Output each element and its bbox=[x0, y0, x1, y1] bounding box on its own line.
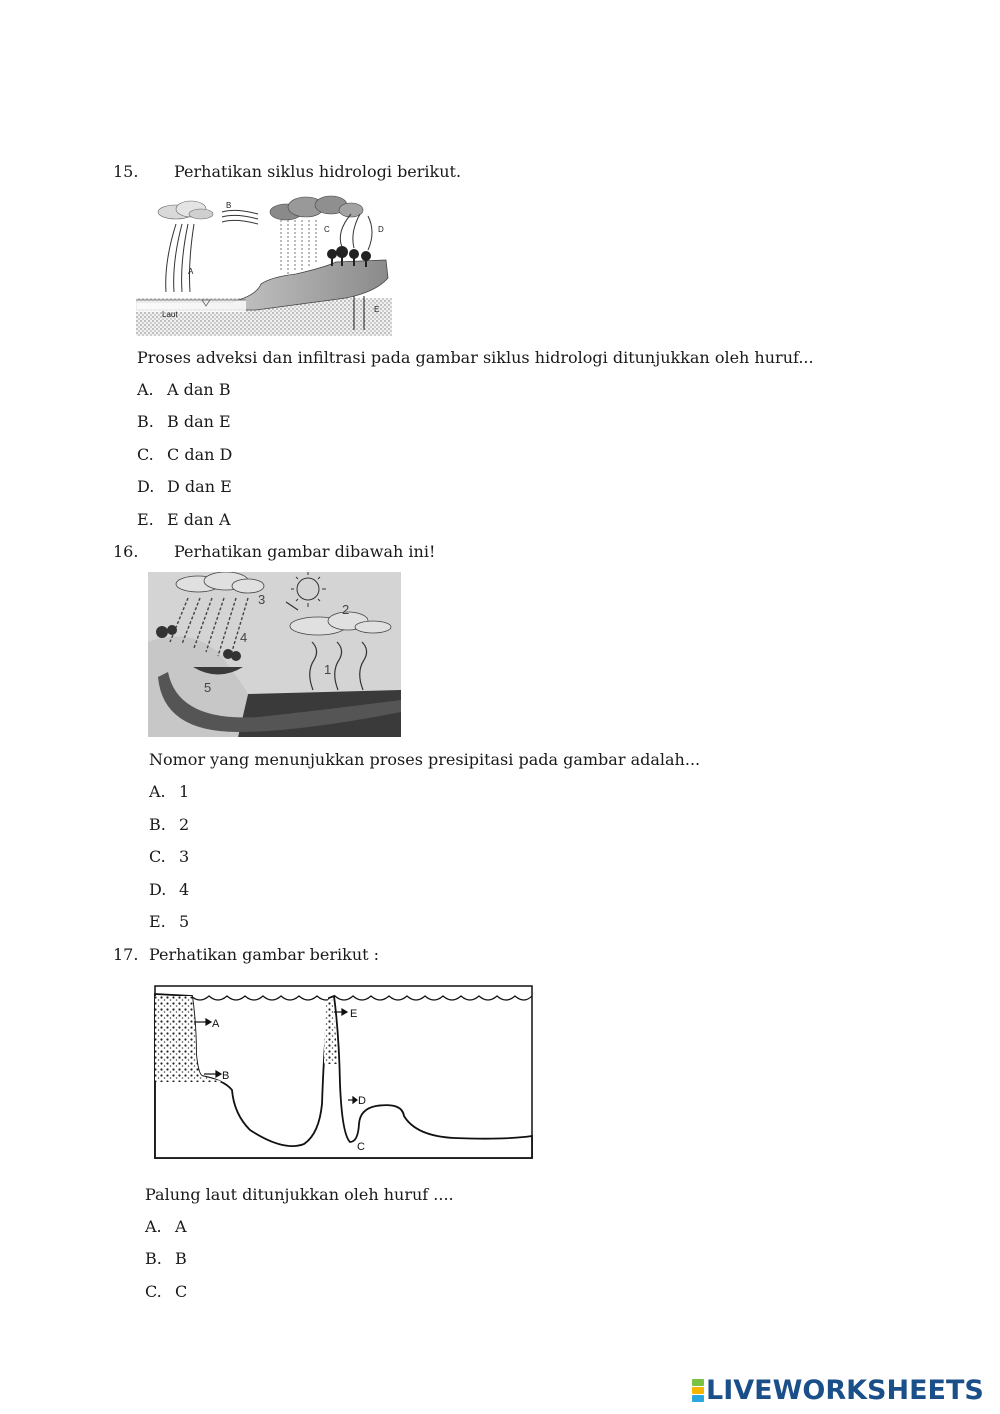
q15-label-e: E bbox=[374, 305, 380, 314]
logo-mark-icon bbox=[692, 1379, 704, 1402]
q17-label-e: E bbox=[350, 1008, 358, 1020]
q15-option-d[interactable]: D. D dan E bbox=[137, 477, 232, 496]
q16-label-1: 1 bbox=[324, 662, 332, 677]
q16-label-5: 5 bbox=[204, 680, 212, 695]
q17-option-c[interactable]: C. C bbox=[145, 1282, 188, 1301]
sea-surface bbox=[136, 300, 246, 312]
q17-number: 17. bbox=[113, 945, 139, 964]
evaporation-arrows bbox=[166, 224, 194, 292]
q16-option-b[interactable]: B. 2 bbox=[149, 815, 190, 834]
q17-option-b[interactable]: B. B bbox=[145, 1249, 187, 1268]
q17-question: Palung laut ditunjukkan oleh huruf .... bbox=[145, 1185, 454, 1204]
q15-hydrology-figure bbox=[136, 192, 392, 336]
q16-option-a[interactable]: A. 1 bbox=[149, 782, 190, 801]
q15-label-c: C bbox=[324, 225, 330, 234]
rain-lines bbox=[281, 220, 316, 274]
q16-label-3: 3 bbox=[258, 592, 266, 607]
q15-prompt: Perhatikan siklus hidrologi berikut. bbox=[174, 162, 462, 181]
q17-label-d: D bbox=[358, 1095, 366, 1107]
q15-label-a: A bbox=[188, 267, 194, 276]
q16-label-4: 4 bbox=[240, 630, 248, 645]
q16-question: Nomor yang menunjukkan proses presipitasi pada gambar adalah... bbox=[149, 750, 701, 769]
q16-label-2: 2 bbox=[342, 602, 350, 617]
q15-option-a[interactable]: A. A dan B bbox=[137, 380, 231, 399]
q16-number: 16. bbox=[113, 542, 139, 561]
q15-number: 15. bbox=[113, 162, 139, 181]
logo-mark-yellow bbox=[692, 1387, 704, 1394]
logo-mark-green bbox=[692, 1379, 704, 1386]
q15-label-laut: Laut bbox=[162, 310, 178, 319]
q17-seafloor-figure bbox=[154, 984, 534, 1164]
q16-option-c[interactable]: C. 3 bbox=[149, 847, 190, 866]
q17-label-b: B bbox=[222, 1070, 230, 1082]
q17-label-a: A bbox=[212, 1018, 220, 1030]
cloud-left bbox=[158, 201, 213, 219]
q15-label-d: D bbox=[378, 225, 384, 234]
q17-option-a[interactable]: A. A bbox=[145, 1217, 187, 1236]
transpiration-arrows bbox=[340, 214, 372, 250]
q16-option-d[interactable]: D. 4 bbox=[149, 880, 190, 899]
q15-question: Proses adveksi dan infiltrasi pada gambar siklus hidrologi ditunjukkan oleh huruf... bbox=[137, 348, 814, 367]
logo-mark-sky bbox=[692, 1395, 704, 1402]
q16-prompt: Perhatikan gambar dibawah ini! bbox=[174, 542, 436, 561]
q15-option-c[interactable]: C. C dan D bbox=[137, 445, 233, 464]
q15-option-b[interactable]: B. B dan E bbox=[137, 412, 231, 431]
logo-text: LIVEWORKSHEETS bbox=[706, 1374, 984, 1406]
q16-water-cycle-figure bbox=[148, 572, 401, 737]
q17-label-c: C bbox=[357, 1141, 365, 1153]
liveworksheets-logo[interactable] bbox=[692, 1374, 992, 1406]
q15-option-e[interactable]: E. E dan A bbox=[137, 510, 231, 529]
q17-prompt: Perhatikan gambar berikut : bbox=[149, 945, 380, 964]
q16-option-e[interactable]: E. 5 bbox=[149, 912, 190, 931]
q15-label-b: B bbox=[226, 201, 232, 210]
advection-arrows bbox=[222, 210, 258, 224]
